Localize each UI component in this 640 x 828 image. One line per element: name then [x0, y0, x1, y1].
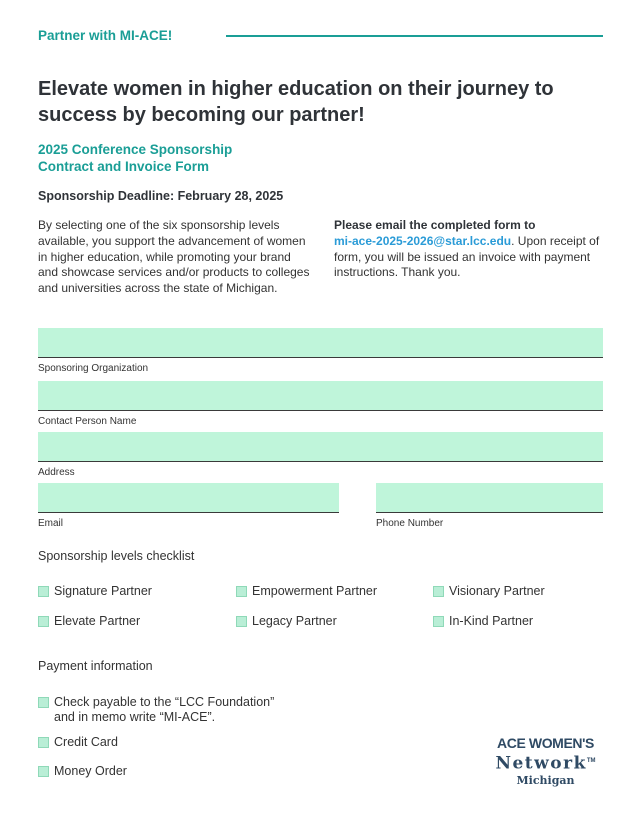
page-headline: Elevate women in higher education on their journey to success by becoming our partner! — [38, 78, 554, 126]
level-legacy-partner[interactable] — [236, 614, 337, 629]
address-label: Address — [38, 467, 75, 478]
payment-check-label — [54, 695, 274, 725]
sponsorship-deadline: Sponsorship Deadline: February 28, 2025 — [38, 189, 284, 203]
email-instructions-lead: Please email the completed form to — [334, 218, 536, 232]
checkbox[interactable] — [38, 737, 49, 748]
level-elevate-partner[interactable] — [38, 614, 140, 629]
sponsorship-levels-title: Sponsorship levels checklist — [38, 549, 195, 563]
payment-credit-card-label: Credit Card — [54, 735, 118, 749]
checkbox[interactable] — [38, 697, 49, 708]
trademark-mark: TM — [586, 758, 596, 764]
contact-person-label: Contact Person Name — [38, 416, 137, 427]
payment-check-option[interactable] — [38, 695, 274, 725]
partner-label: Partner with MI-ACE! — [38, 28, 173, 43]
intro-paragraph: By selecting one of the six sponsorship levels available, you support the advancement of women in higher education, while promoting your brand and showcase services and/or products to colleges and universities across the state of Michigan. — [38, 218, 310, 296]
level-visionary-partner[interactable] — [433, 584, 545, 599]
logo-line-2: Network™ — [495, 753, 596, 774]
phone-input[interactable] — [376, 483, 603, 513]
email-input[interactable] — [38, 483, 339, 513]
form-subtitle-line-2: Contract and Invoice Form — [38, 159, 210, 174]
level-empowerment-partner[interactable] — [236, 584, 377, 599]
ace-womens-network-logo — [488, 735, 603, 787]
level-label: Elevate Partner — [54, 614, 141, 628]
payment-check-line-1: Check payable to the “LCC Foundation” — [54, 695, 275, 709]
level-signature-partner[interactable] — [38, 584, 152, 599]
sponsoring-organization-input[interactable] — [38, 328, 603, 358]
email-instructions-rest: . Upon receipt of form, you will be issued an invoice with payment instructions. Thank you. — [334, 233, 600, 280]
payment-credit-card-option[interactable] — [38, 735, 118, 750]
logo-line-3: Michigan — [516, 773, 575, 787]
payment-money-order-label: Money Order — [54, 764, 127, 778]
payment-info-title: Payment information — [38, 659, 153, 673]
level-label: In-Kind Partner — [449, 614, 534, 628]
sponsoring-organization-label: Sponsoring Organization — [38, 363, 149, 374]
contact-person-input[interactable] — [38, 381, 603, 411]
payment-money-order-option[interactable] — [38, 764, 127, 779]
level-label: Visionary Partner — [449, 584, 545, 598]
checkbox[interactable] — [38, 586, 49, 597]
level-in-kind-partner[interactable] — [433, 614, 533, 629]
email-instructions — [334, 218, 604, 281]
address-input[interactable] — [38, 432, 603, 462]
level-label: Legacy Partner — [252, 614, 337, 628]
logo-line-1: ACE WOMEN'S — [497, 735, 594, 751]
level-label: Signature Partner — [54, 584, 152, 598]
checkbox[interactable] — [38, 616, 49, 627]
checkbox[interactable] — [236, 586, 247, 597]
form-subtitle — [38, 141, 232, 175]
contact-email-link[interactable]: mi-ace-2025-2026@star.lcc.edu — [334, 233, 512, 248]
payment-check-line-2: and in memo write “MI-ACE”. — [54, 710, 216, 724]
form-subtitle-line-1: 2025 Conference Sponsorship — [38, 142, 233, 157]
checkbox[interactable] — [433, 586, 444, 597]
level-label: Empowerment Partner — [252, 584, 378, 598]
checkbox[interactable] — [433, 616, 444, 627]
phone-label: Phone Number — [376, 518, 444, 529]
checkbox[interactable] — [236, 616, 247, 627]
checkbox[interactable] — [38, 766, 49, 777]
header-rule — [226, 35, 603, 37]
email-label: Email — [38, 518, 64, 529]
